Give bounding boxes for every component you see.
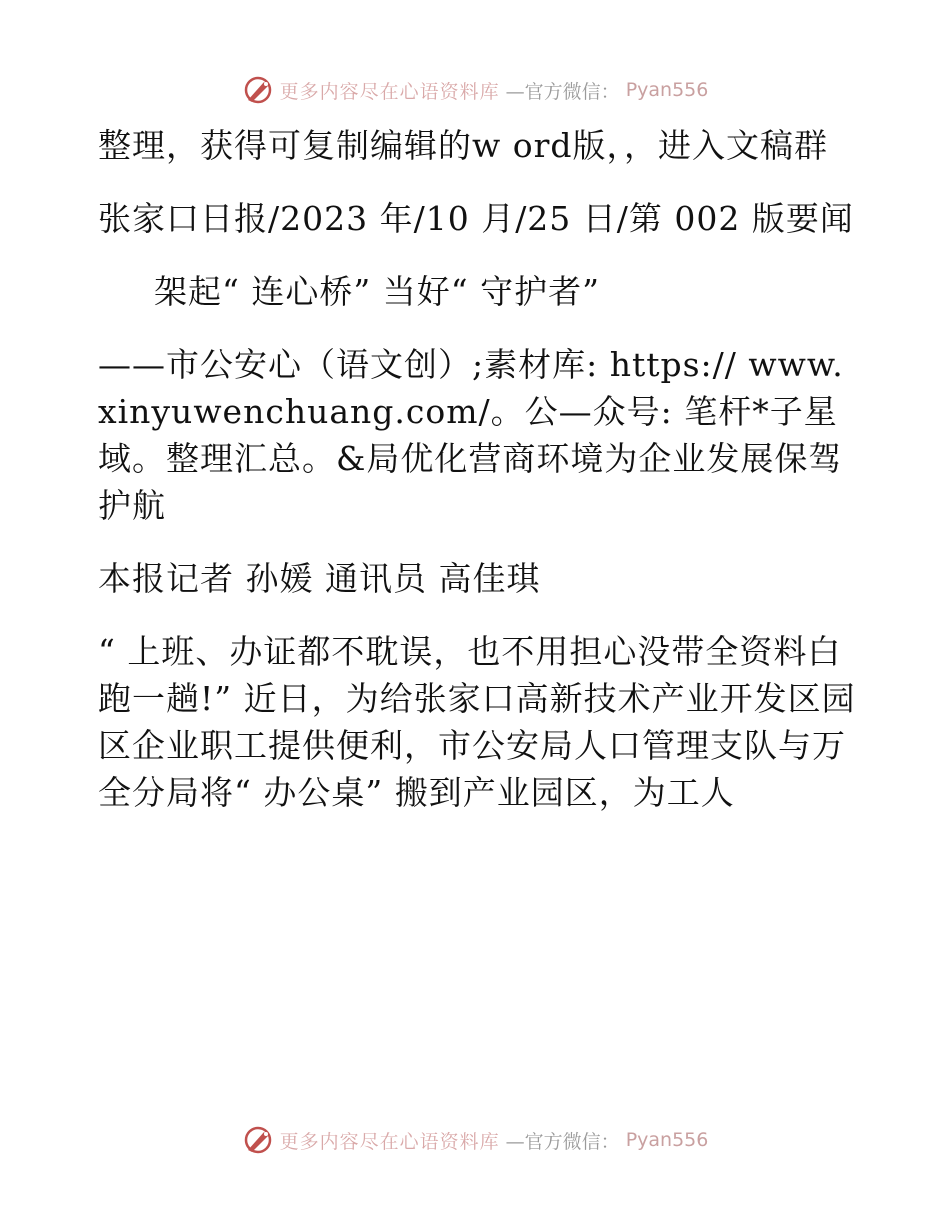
header-banner bbox=[0, 70, 950, 110]
footer-banner bbox=[0, 1120, 950, 1160]
banner-wechat-id: Pyan556 bbox=[625, 1129, 709, 1151]
source-line: 张家口日报/2023 年/10 月/25 日/第 002 版要闻 bbox=[98, 199, 854, 238]
body-paragraph: “ 上班、办证都不耽误，也不用担心没带全资料白跑一趟!” 近日，为给张家口高新技术产业开发区园区企业职工提供便利，市公安局人口管理支队与万全分局将“ 办公桌” 搬到产业园区，为工人 bbox=[98, 632, 856, 812]
banner-wechat-id: Pyan556 bbox=[625, 79, 709, 101]
article-title: 架起“ 连心桥” 当好“ 守护者” bbox=[154, 272, 600, 311]
banner-text: 更多内容尽在心语资料库 bbox=[279, 1130, 500, 1153]
banner-suffix: —官方微信： bbox=[505, 80, 620, 103]
banner-text: 更多内容尽在心语资料库 bbox=[279, 80, 500, 103]
article-subtitle: ——市公安心（语文创）;素材库: https:// www.xinyuwenchuang.com/。公—众号: 笔杆*子星域。整理汇总。&局优化营商环境为企业发展保驾护航 bbox=[98, 345, 844, 525]
pen-logo-icon bbox=[242, 1124, 274, 1156]
document-body bbox=[98, 122, 858, 842]
byline: 本报记者 孙媛 通讯员 高佳琪 bbox=[98, 559, 541, 598]
banner-suffix: —官方微信： bbox=[505, 1130, 620, 1153]
pen-logo-icon bbox=[242, 74, 274, 106]
intro-paragraph: 整理，获得可复制编辑的w ord版，，进入文稿群 bbox=[98, 126, 829, 165]
